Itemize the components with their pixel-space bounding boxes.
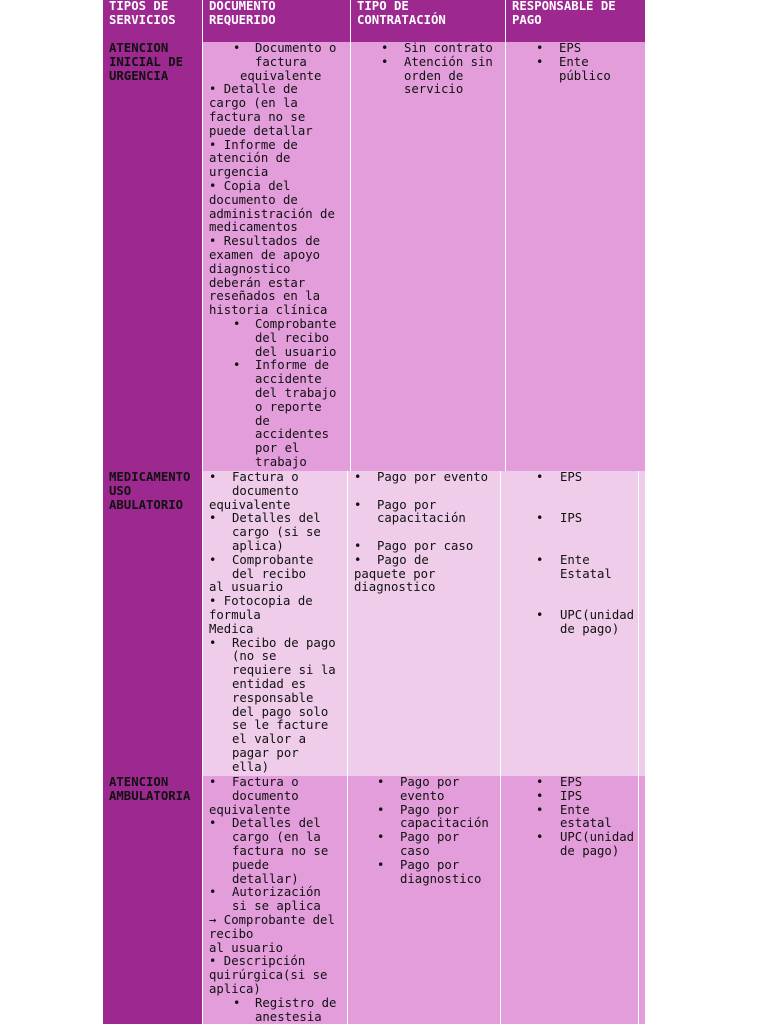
bullet-icon: • (209, 816, 217, 831)
payer-text: Estatal (560, 566, 612, 581)
contracting-text: capacitación (377, 511, 466, 526)
payer-item (507, 831, 638, 859)
contracting-text: Pago de (377, 552, 429, 567)
bullet-icon: • (536, 830, 544, 845)
payer-text: de pago) (560, 843, 620, 858)
payer-text: UPC(unidad (560, 607, 635, 622)
contracting-item (354, 804, 500, 832)
header-text: PAGO (512, 12, 542, 27)
payer-item (512, 42, 645, 56)
payer-text: estatal (560, 816, 612, 831)
contracting-text: Pago por (400, 802, 460, 817)
bullet-icon: • (354, 471, 362, 484)
document-item (209, 997, 347, 1024)
bullet-icon: • (233, 995, 241, 1010)
contracting-item (357, 56, 505, 97)
payer-text: EPS (560, 471, 583, 484)
document-text: aplica) (232, 538, 284, 553)
contracting-cell (351, 42, 505, 471)
document-text: del recibo (255, 330, 330, 345)
row-type-text: ATENCIÓN (109, 42, 169, 55)
document-text: • Informe de (209, 137, 298, 152)
document-text: documento (232, 788, 299, 803)
bullet-icon: • (536, 776, 544, 789)
bullet-icon: • (209, 552, 217, 567)
document-text: si se aplica (232, 899, 321, 914)
payer-cell (506, 42, 645, 471)
document-text: medicamentos (209, 220, 298, 235)
row-type-atencion-inicial-de-urgencia (103, 42, 202, 471)
contracting-cell (348, 471, 500, 776)
document-text: historia clínica (209, 303, 328, 318)
bullet-icon: • (354, 538, 362, 553)
document-text: accidentes (255, 427, 330, 442)
row-type-text: ATENCIÓN (109, 776, 169, 789)
contracting-text: orden de (404, 68, 464, 83)
document-text: • Resultados de (209, 234, 321, 249)
contracting-text: diagnostico (354, 580, 436, 595)
document-text: puede (232, 857, 270, 872)
document-item (209, 776, 347, 817)
document-text: Factura o (232, 776, 299, 789)
document-text: Recibo de pago (232, 635, 336, 650)
payer-item (507, 609, 638, 637)
document-text: al usuario (209, 940, 284, 955)
contracting-text: Pago por (400, 776, 460, 789)
payer-item (507, 471, 638, 485)
document-text: Factura o (232, 471, 299, 484)
document-text: pagar por (232, 745, 299, 760)
bullet-icon: • (536, 607, 544, 622)
contracting-text: caso (400, 843, 430, 858)
bullet-icon: • (209, 776, 217, 789)
document-text: anestesia (255, 1009, 322, 1024)
bullet-icon: • (377, 776, 385, 789)
document-text: • Copia del (209, 178, 291, 193)
contracting-text: Pago por (400, 830, 460, 845)
payer-text: Ente (559, 54, 589, 69)
document-text: • Descripción (209, 954, 306, 969)
document-text: administración de (209, 206, 335, 221)
row-type-text: URGENCIA (109, 68, 169, 83)
document-text: requiere si la (232, 663, 336, 678)
bullet-icon: • (209, 471, 217, 484)
document-text: urgencia (209, 165, 269, 180)
document-text: el valor a (232, 732, 307, 747)
bullet-icon: • (377, 857, 385, 872)
contracting-text: Sin contrato (404, 42, 493, 55)
contracting-text: Pago por caso (377, 538, 474, 553)
header-responsable-de-pago (506, 0, 645, 42)
document-text: cargo (en la (232, 830, 321, 845)
payer-text: IPS (560, 511, 583, 526)
document-text: cargo (si se (232, 525, 321, 540)
document-item (209, 817, 347, 886)
document-text: del recibo (232, 566, 307, 581)
payer-item (507, 804, 638, 832)
document-text: Comprobante (232, 552, 314, 567)
document-text: de (255, 413, 270, 428)
contracting-text: capacitación (400, 816, 489, 831)
document-text: reseñados en la (209, 289, 321, 304)
document-text: equivalente (240, 68, 322, 83)
contracting-text: Pago por (400, 857, 460, 872)
contracting-text: evento (400, 788, 445, 803)
document-text: trabajo (255, 454, 307, 469)
row-type-text: ABULATORIO (109, 497, 184, 512)
row-type-text: USO (109, 483, 132, 498)
document-item (209, 955, 347, 996)
bullet-icon: • (233, 316, 241, 331)
bullet-icon: • (536, 788, 544, 803)
document-text: del pago solo (232, 704, 329, 719)
payer-text: UPC(unidad (560, 830, 635, 845)
document-text: • Detalle de (209, 82, 298, 97)
document-text: deberán estar (209, 275, 306, 290)
bullet-icon: • (381, 54, 389, 69)
contracting-text: Pago por evento (377, 471, 489, 484)
document-text: Detalles del (232, 511, 321, 526)
header-text: CONTRATACIÓN (357, 12, 446, 27)
payer-cell (501, 471, 638, 776)
document-text: accidente (255, 372, 322, 387)
document-text: Documento o (255, 42, 337, 55)
document-text: entidad es (232, 676, 307, 691)
bullet-icon: • (233, 42, 241, 55)
document-text: por el (255, 441, 300, 456)
document-text: Autorización (232, 885, 321, 900)
contracting-item (354, 831, 500, 859)
row-type-text: AMBULATORIA (109, 788, 191, 803)
document-text: factura no se (209, 109, 306, 124)
document-text: del trabajo (255, 385, 337, 400)
payer-item (507, 512, 638, 526)
row-type-medicamento-uso-abulatorio (103, 471, 202, 776)
contracting-item (354, 554, 500, 595)
bullet-icon: • (209, 635, 217, 650)
row-type-text: INICIAL DE (109, 54, 184, 69)
contracting-text: diagnostico (400, 871, 482, 886)
document-text: al usuario (209, 580, 284, 595)
document-text: se le facture (232, 718, 329, 733)
document-text: → Comprobante del (209, 912, 335, 927)
contracting-item (354, 776, 500, 804)
documents-cell (203, 776, 347, 1024)
document-text: formula (209, 607, 261, 622)
document-item (209, 554, 347, 595)
document-item (209, 139, 350, 180)
document-item (209, 886, 347, 914)
document-text: quirúrgica(si se (209, 968, 328, 983)
bullet-icon: • (377, 830, 385, 845)
document-text: recibo (209, 926, 254, 941)
document-item (209, 914, 347, 955)
payer-text: público (559, 68, 611, 83)
contracting-text: Pago por (377, 497, 437, 512)
document-text: aplica) (209, 981, 261, 996)
document-text: Registro de (255, 995, 337, 1010)
header-documento-requerido (203, 0, 350, 42)
spacer-cell (639, 776, 645, 1024)
header-text: TIPO DE (357, 0, 409, 13)
payer-text: EPS (560, 776, 583, 789)
payer-item (512, 56, 645, 84)
payer-item (507, 790, 638, 804)
document-text: equivalente (209, 802, 291, 817)
bullet-icon: • (233, 358, 241, 373)
document-item (209, 42, 350, 83)
payer-text: Ente (560, 802, 590, 817)
header-text: TIPOS DE (109, 0, 169, 13)
contracting-cell (348, 776, 500, 1024)
document-item (209, 180, 350, 235)
bullet-icon: • (536, 54, 544, 69)
bullet-icon: • (209, 511, 217, 526)
header-tipo-de-contratacion (351, 0, 505, 42)
document-text: cargo (en la (209, 96, 298, 111)
document-item (209, 359, 350, 469)
payer-text: EPS (559, 42, 582, 55)
document-text: Detalles del (232, 816, 321, 831)
contracting-item (357, 42, 505, 56)
document-item (209, 471, 347, 512)
document-text: (no se (232, 649, 277, 664)
payer-text: de pago) (560, 621, 620, 636)
payer-cell (501, 776, 638, 1024)
bullet-icon: • (354, 497, 362, 512)
document-text: ella) (232, 759, 270, 774)
document-text: documento de (209, 192, 298, 207)
document-item (209, 318, 350, 359)
header-text: DOCUMENTO (209, 0, 276, 13)
document-text: atención de (209, 151, 291, 166)
document-text: Medica (209, 621, 254, 636)
document-text: detallar) (232, 871, 299, 886)
document-item (209, 637, 347, 775)
document-text: Informe de (255, 358, 330, 373)
bullet-icon: • (536, 471, 544, 484)
document-text: • Fotocopia de (209, 594, 313, 609)
document-text: examen de apoyo (209, 247, 321, 262)
document-text: del usuario (255, 344, 337, 359)
documents-cell (203, 471, 347, 776)
bullet-icon: • (536, 802, 544, 817)
document-text: responsable (232, 690, 314, 705)
spacer-cell (639, 471, 645, 776)
bullet-icon: • (536, 42, 544, 55)
contracting-text: paquete por (354, 566, 436, 581)
bullet-icon: • (381, 42, 389, 55)
documents-cell (203, 42, 350, 471)
bullet-icon: • (377, 802, 385, 817)
document-text: documento (232, 483, 299, 498)
contracting-item (354, 859, 500, 887)
header-tipos-de-servicios (103, 0, 202, 42)
document-text: factura no se (232, 843, 329, 858)
payer-item (507, 776, 638, 790)
contracting-item (354, 471, 500, 485)
bullet-icon: • (536, 511, 544, 526)
document-item (209, 512, 347, 553)
document-item (209, 235, 350, 318)
bullet-icon: • (536, 552, 544, 567)
contracting-text: Atención sin (404, 54, 493, 69)
document-text: o reporte (255, 399, 322, 414)
document-text: equivalente (209, 497, 291, 512)
bullet-icon: • (209, 885, 217, 900)
header-text: SERVICIOS (109, 12, 176, 27)
contracting-item (354, 499, 500, 527)
document-text: puede detallar (209, 123, 313, 138)
header-text: RESPONSABLE DE (512, 0, 616, 13)
document-item (209, 595, 347, 636)
document-text: factura (255, 54, 307, 69)
payer-item (507, 554, 638, 582)
header-text: REQUERIDO (209, 12, 276, 27)
payer-text: Ente (560, 552, 590, 567)
bullet-icon: • (354, 552, 362, 567)
contracting-text: servicio (404, 82, 464, 97)
payer-text: IPS (560, 788, 583, 803)
document-item (209, 83, 350, 138)
row-type-atencion-ambulatoria (103, 776, 202, 1024)
contracting-item (354, 540, 500, 554)
document-text: diagnostico (209, 261, 291, 276)
row-type-text: MEDICAMENTO (109, 471, 191, 484)
document-text: Comprobante (255, 316, 337, 331)
